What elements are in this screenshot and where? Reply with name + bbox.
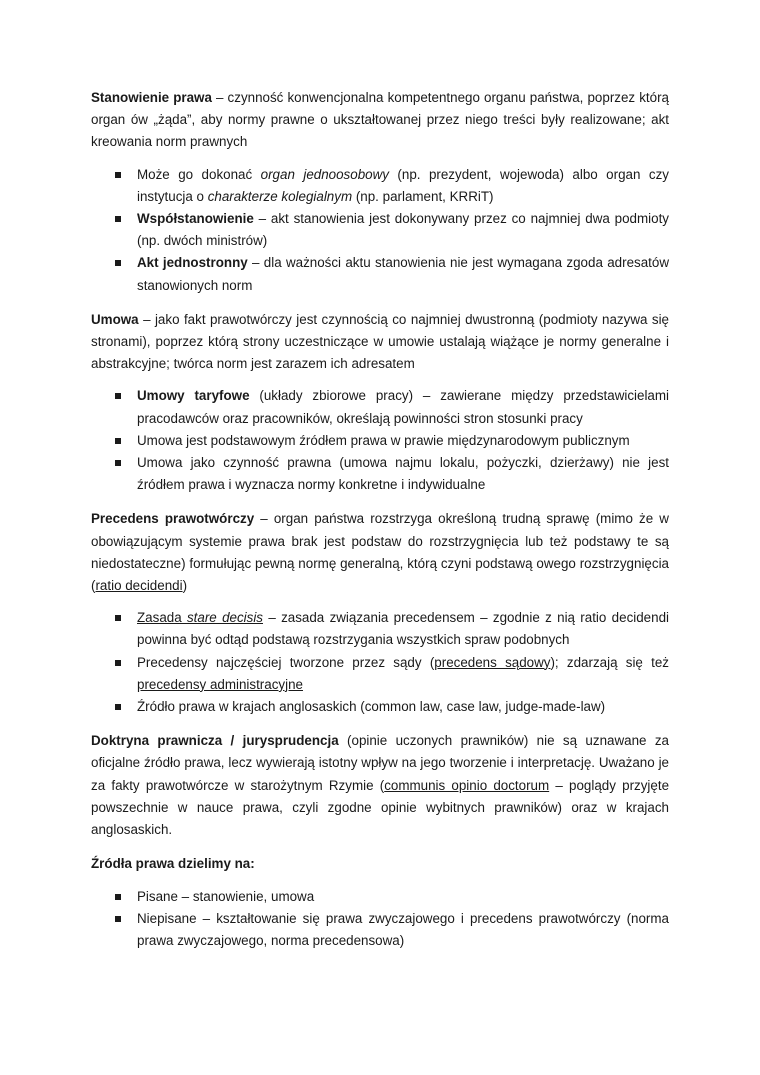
text: Pisane – stanowienie, umowa <box>137 888 315 904</box>
term-umowa: Umowa <box>91 311 139 327</box>
paragraph-precedens <box>91 508 669 597</box>
text: (np. prezydent, wojewoda) albo organ czy instytucja o <box>137 166 669 204</box>
bold-term: Akt jednostronny <box>137 255 248 271</box>
text: Precedensy najczęściej tworzone przez sądy ( <box>137 654 435 670</box>
bullet-icon <box>115 894 121 900</box>
text: Zasada <box>137 610 187 626</box>
italic-text: charakterze kolegialnym <box>207 188 353 204</box>
bullet-icon <box>115 704 121 710</box>
term-precedens: Precedens prawotwórczy <box>91 511 255 527</box>
bullet-icon <box>115 460 121 466</box>
list-umowa <box>91 385 669 496</box>
list-item <box>137 208 669 252</box>
text: Niepisane – kształtowanie się prawa zwyczajowego i precedens prawotwórczy (norma prawa zwyczajowego, norma precedensowa) <box>137 910 669 948</box>
text: – poglądy przyjęte powszechnie w nauce prawa, czyli zgodne opinie wybitnych prawników) oraz w krajach anglosaskich. <box>91 777 670 838</box>
italic-text: stare decisis <box>186 610 263 626</box>
bullet-icon <box>115 615 121 621</box>
bullet-icon <box>115 916 121 922</box>
heading-zrodla <box>91 853 669 875</box>
list-stanowienie <box>91 164 669 297</box>
document-page <box>91 87 669 952</box>
text: Źródło prawa w krajach anglosaskich (common law, case law, judge-made-law) <box>137 699 606 715</box>
text: – zasada związania precedensem – zgodnie z nią ratio decidendi powinna być odtąd podstawą rozstrzygania wszystkich spraw podobnych <box>137 610 669 648</box>
term-stanowienie: Stanowienie prawa <box>91 90 212 105</box>
list-precedens <box>91 607 669 718</box>
underlined-term: precedens sądowy <box>434 654 551 670</box>
bullet-icon <box>115 172 121 178</box>
bullet-icon <box>115 393 121 399</box>
italic-text: organ jednoosobowy <box>260 166 389 182</box>
paragraph-umowa <box>91 309 669 376</box>
text: Może go dokonać <box>137 166 261 182</box>
list-item <box>137 430 669 452</box>
list-item <box>137 164 669 208</box>
text: – akt stanowienia jest dokonywany przez co najmniej dwa podmioty (np. dwóch ministrów) <box>137 211 669 249</box>
underlined-term: ratio decidendi <box>95 578 183 594</box>
underlined-term <box>137 610 263 625</box>
underlined-term: precedensy administracyjne <box>137 676 303 692</box>
paragraph-doktryna <box>91 730 669 841</box>
text: (np. parlament, KRRiT) <box>352 188 494 204</box>
list-item <box>137 696 669 718</box>
underlined-term: communis opinio doctorum <box>384 777 550 793</box>
text: – dla ważności aktu stanowienia nie jest wymagana zgoda adresatów stanowionych norm <box>137 255 669 293</box>
bold-heading: Źródła prawa dzielimy na: <box>91 856 255 872</box>
text: Umowa jako czynność prawna (umowa najmu lokalu, pożyczki, dzierżawy) nie jest źródłem prawa i wyznacza normy konkretne i indywidualne <box>137 455 669 493</box>
list-zrodla <box>91 886 669 953</box>
text: ); zdarzają się też <box>550 654 669 670</box>
text: ) <box>182 578 188 594</box>
list-item <box>137 452 669 496</box>
definition-stanowienie: – czynność konwencjonalna kompetentnego organu państwa, poprzez którą organ ów „żąda”, aby normy prawne o ukształtowanej przez niego treści były realizowane; akt kreowania norm prawnych <box>91 90 669 150</box>
bold-term: Umowy taryfowe <box>137 388 250 404</box>
definition-umowa: – jako fakt prawotwórczy jest czynnością co najmniej dwustronną (podmioty nazywa się stronami), poprzez którą strony uczestniczące w umowie ustalają wiążące je normy generalne i abstrakcyjne; twórca norm jest zarazem ich adresatem <box>91 311 669 372</box>
text: Umowa jest podstawowym źródłem prawa w prawie międzynarodowym publicznym <box>137 432 630 448</box>
term-doktryna: Doktryna prawnicza / jurysprudencja <box>91 733 339 749</box>
text: (opinie uczonych prawników) nie są uznawane za oficjalne źródło prawa, lecz wywierają istotny wpływ na jego tworzenie i interpretację. Uważano je za fakty prawotwórcze w starożytnym Rzymie ( <box>91 733 670 793</box>
bullet-icon <box>115 660 121 666</box>
list-item <box>137 652 669 696</box>
text: (układy zbiorowe pracy) – zawierane między przedstawicielami pracodawców oraz pracowników, określają powinności stron stosunki pracy <box>137 388 670 426</box>
bullet-icon <box>115 216 121 222</box>
list-item <box>137 385 669 429</box>
list-item <box>137 886 669 908</box>
paragraph-stanowienie <box>91 87 669 154</box>
list-item <box>137 607 669 651</box>
list-item <box>137 908 669 952</box>
list-item <box>137 252 669 296</box>
bullet-icon <box>115 260 121 266</box>
bullet-icon <box>115 438 121 444</box>
definition-precedens: – organ państwa rozstrzyga określoną trudną sprawę (mimo że w obowiązującym systemie prawa brak jest podstaw do rozstrzygnięcia lub też podstawy te są niedostateczne) formułując pewną normę generalną, którą czyni podstawą owego rozstrzygnięcia ( <box>91 511 669 594</box>
bold-term: Współstanowienie <box>137 211 254 227</box>
